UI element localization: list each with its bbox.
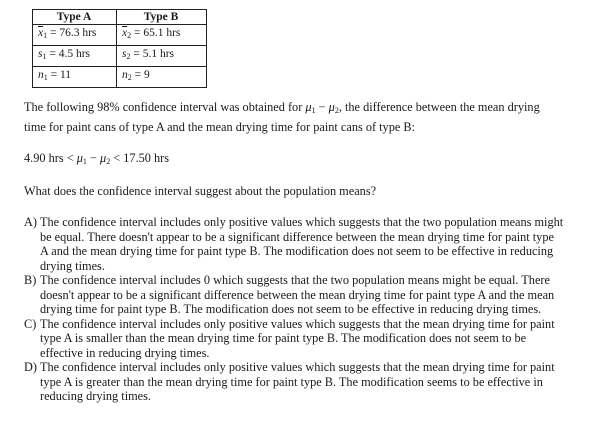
n-type-a: $n_1 = 11$	[33, 67, 117, 88]
table-row-n	[33, 67, 207, 88]
option-letter: A)	[24, 215, 37, 229]
sd-type-b: $s_2 = 5.1$ hrs	[117, 46, 207, 67]
header-type-b: Type B	[117, 10, 207, 25]
table-row-mean	[33, 25, 207, 46]
table-row-sd	[33, 46, 207, 67]
option-letter: C)	[24, 316, 37, 331]
option-text: The confidence interval includes 0 which suggests that the two population means might be equal. There doesn't appear to be a significant difference between the mean drying time for paint type A and the mean drying time for paint type B. The modification does not seem to be effective in reducing drying times.	[40, 273, 555, 316]
option-letter: D)	[24, 360, 37, 374]
option-text: The confidence interval includes only positive values which suggests that the mean drying time for paint type A is smaller than the mean drying time for paint type B. The modification does not seem to be effective in reducing drying times.	[40, 316, 555, 360]
option-a[interactable]	[24, 215, 564, 273]
sd-type-a: $s_1 = 4.5$ hrs	[33, 46, 117, 67]
option-letter: B)	[24, 273, 37, 287]
mean-type-a: $\overline{x}_1 = 76.3$ hrs	[33, 25, 117, 46]
n-type-b: $n_2 = 9$	[117, 67, 207, 88]
option-b[interactable]	[24, 273, 564, 317]
problem-statement: The following 98% confidence interval was obtained for $\mu_1 - \mu_2$, the difference between the mean drying time for paint cans of type A and the mean drying time for paint cans of type B:	[24, 100, 540, 134]
table-header-row	[33, 10, 207, 25]
confidence-interval: 4.90 hrs < $\mu_1 - \mu_2 < 17.50$ hrs	[24, 151, 170, 166]
question-text: What does the confidence interval suggest about the population means?	[24, 184, 377, 198]
option-text: The confidence interval includes only positive values which suggests that the mean drying time for paint type A is greater than the mean drying time for paint type B. The modification seems to be effective in reducing drying times.	[40, 360, 555, 403]
option-c[interactable]	[24, 317, 564, 361]
summary-statistics-table	[32, 9, 207, 88]
answer-options	[24, 215, 564, 404]
option-text: The confidence interval includes only positive values which suggests that the two population means might be equal. There doesn't appear to be a significant difference between the mean drying time for paint type A and the mean drying time for paint type B. The modification does not seem to be effective in reducing drying times.	[40, 215, 564, 273]
header-type-a: Type A	[33, 10, 117, 25]
option-d[interactable]	[24, 360, 564, 404]
mean-type-b: $\overline{x}_2 = 65.1$ hrs	[117, 25, 207, 46]
